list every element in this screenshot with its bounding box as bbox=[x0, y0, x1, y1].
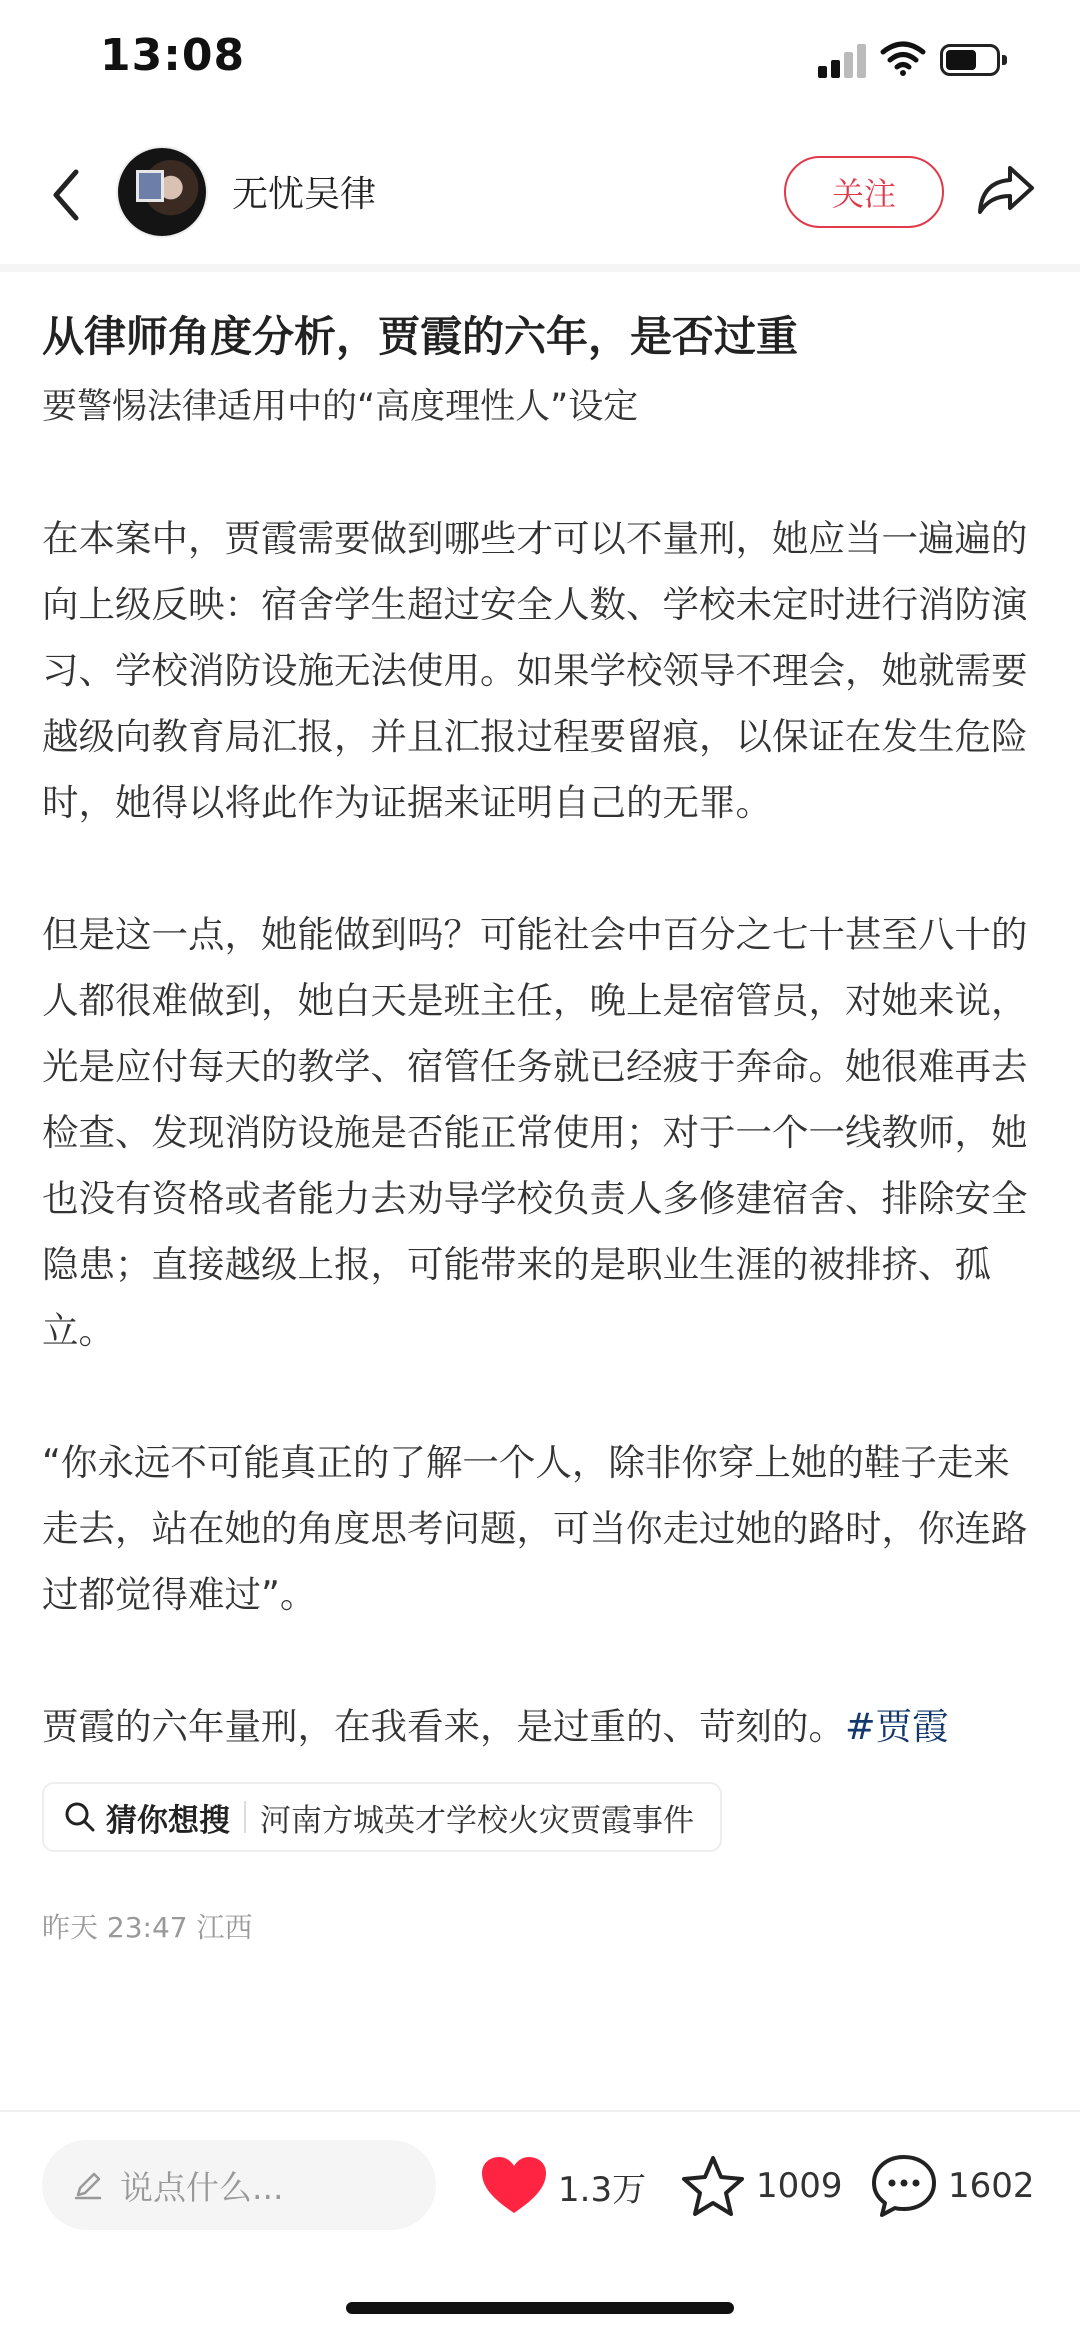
share-icon[interactable] bbox=[974, 158, 1038, 222]
author-avatar[interactable] bbox=[116, 146, 208, 238]
bottom-divider bbox=[0, 2110, 1080, 2112]
paragraph-1: 在本案中，贾霞需要做到哪些才可以不量刑，她应当一遍遍的向上级反映：宿舍学生超过安全人数、学校未定时进行消防演习、学校消防设施无法使用。如果学校领导不理会，她就需要越级向教育局汇报，并且汇报过程要留痕，以保证在发生危险时，她得以将此作为证据来证明自己的无罪。 bbox=[42, 517, 1028, 824]
status-bar bbox=[0, 0, 1080, 120]
collect-count: 1009 bbox=[756, 2166, 843, 2206]
comment-bubble-icon bbox=[870, 2153, 938, 2219]
back-icon[interactable] bbox=[42, 160, 92, 230]
like-button[interactable] bbox=[480, 2148, 646, 2224]
like-count: 1.3万 bbox=[558, 2169, 647, 2210]
chip-divider bbox=[244, 1801, 246, 1833]
paragraph-4-text: 贾霞的六年量刑，在我看来，是过重的、苛刻的。 bbox=[42, 1705, 845, 1748]
post-subtitle: 要警惕法律适用中的“高度理性人”设定 bbox=[42, 387, 639, 427]
paragraph-4 bbox=[42, 1694, 1038, 1760]
post-header bbox=[0, 130, 1080, 260]
battery-icon bbox=[940, 44, 1000, 76]
post-meta: 昨天 23:47 江西 bbox=[42, 1911, 253, 1944]
header-divider bbox=[0, 264, 1080, 272]
pencil-icon bbox=[72, 2169, 104, 2201]
post-content bbox=[42, 300, 1038, 1946]
comment-input[interactable] bbox=[42, 2140, 436, 2230]
guess-search-chip[interactable] bbox=[42, 1782, 722, 1852]
comments-button[interactable] bbox=[870, 2148, 1035, 2224]
wifi-icon bbox=[880, 40, 926, 76]
collect-button[interactable] bbox=[680, 2148, 843, 2224]
comment-placeholder: 说点什么... bbox=[120, 2167, 284, 2207]
paragraph-2: 但是这一点，她能做到吗？可能社会中百分之七十甚至八十的人都很难做到，她白天是班主任，晚上是宿管员，对她来说，光是应付每天的教学、宿管任务就已经疲于奔命。她很难再去检查、发现消防设施是否能正常使用；对于一个一线教师，她也没有资格或者能力去劝导学校负责人多修建宿舍、排除安全隐患；直接越级上报，可能带来的是职业生涯的被排挤、孤立。 bbox=[42, 913, 1028, 1352]
paragraph-3: “你永远不可能真正的了解一个人，除非你穿上她的鞋子走来走去，站在她的角度思考问题，可当你走过她的路时，你连路过都觉得难过”。 bbox=[42, 1441, 1028, 1616]
search-icon bbox=[64, 1801, 96, 1833]
cellular-signal-icon bbox=[818, 44, 868, 78]
follow-button[interactable]: 关注 bbox=[784, 156, 944, 228]
status-time: 13:08 bbox=[100, 30, 246, 81]
hashtag-link[interactable]: #贾霞 bbox=[845, 1705, 949, 1748]
guess-search-query: 河南方城英才学校火灾贾霞事件 bbox=[260, 1802, 694, 1839]
home-indicator[interactable] bbox=[346, 2302, 734, 2314]
guess-search-label: 猜你想搜 bbox=[106, 1802, 230, 1839]
comment-count: 1602 bbox=[948, 2166, 1035, 2206]
post-title: 从律师角度分析，贾霞的六年，是否过重 bbox=[42, 312, 799, 361]
heart-icon bbox=[480, 2155, 548, 2217]
star-icon bbox=[680, 2154, 746, 2218]
author-name[interactable]: 无忧吴律 bbox=[232, 174, 377, 215]
